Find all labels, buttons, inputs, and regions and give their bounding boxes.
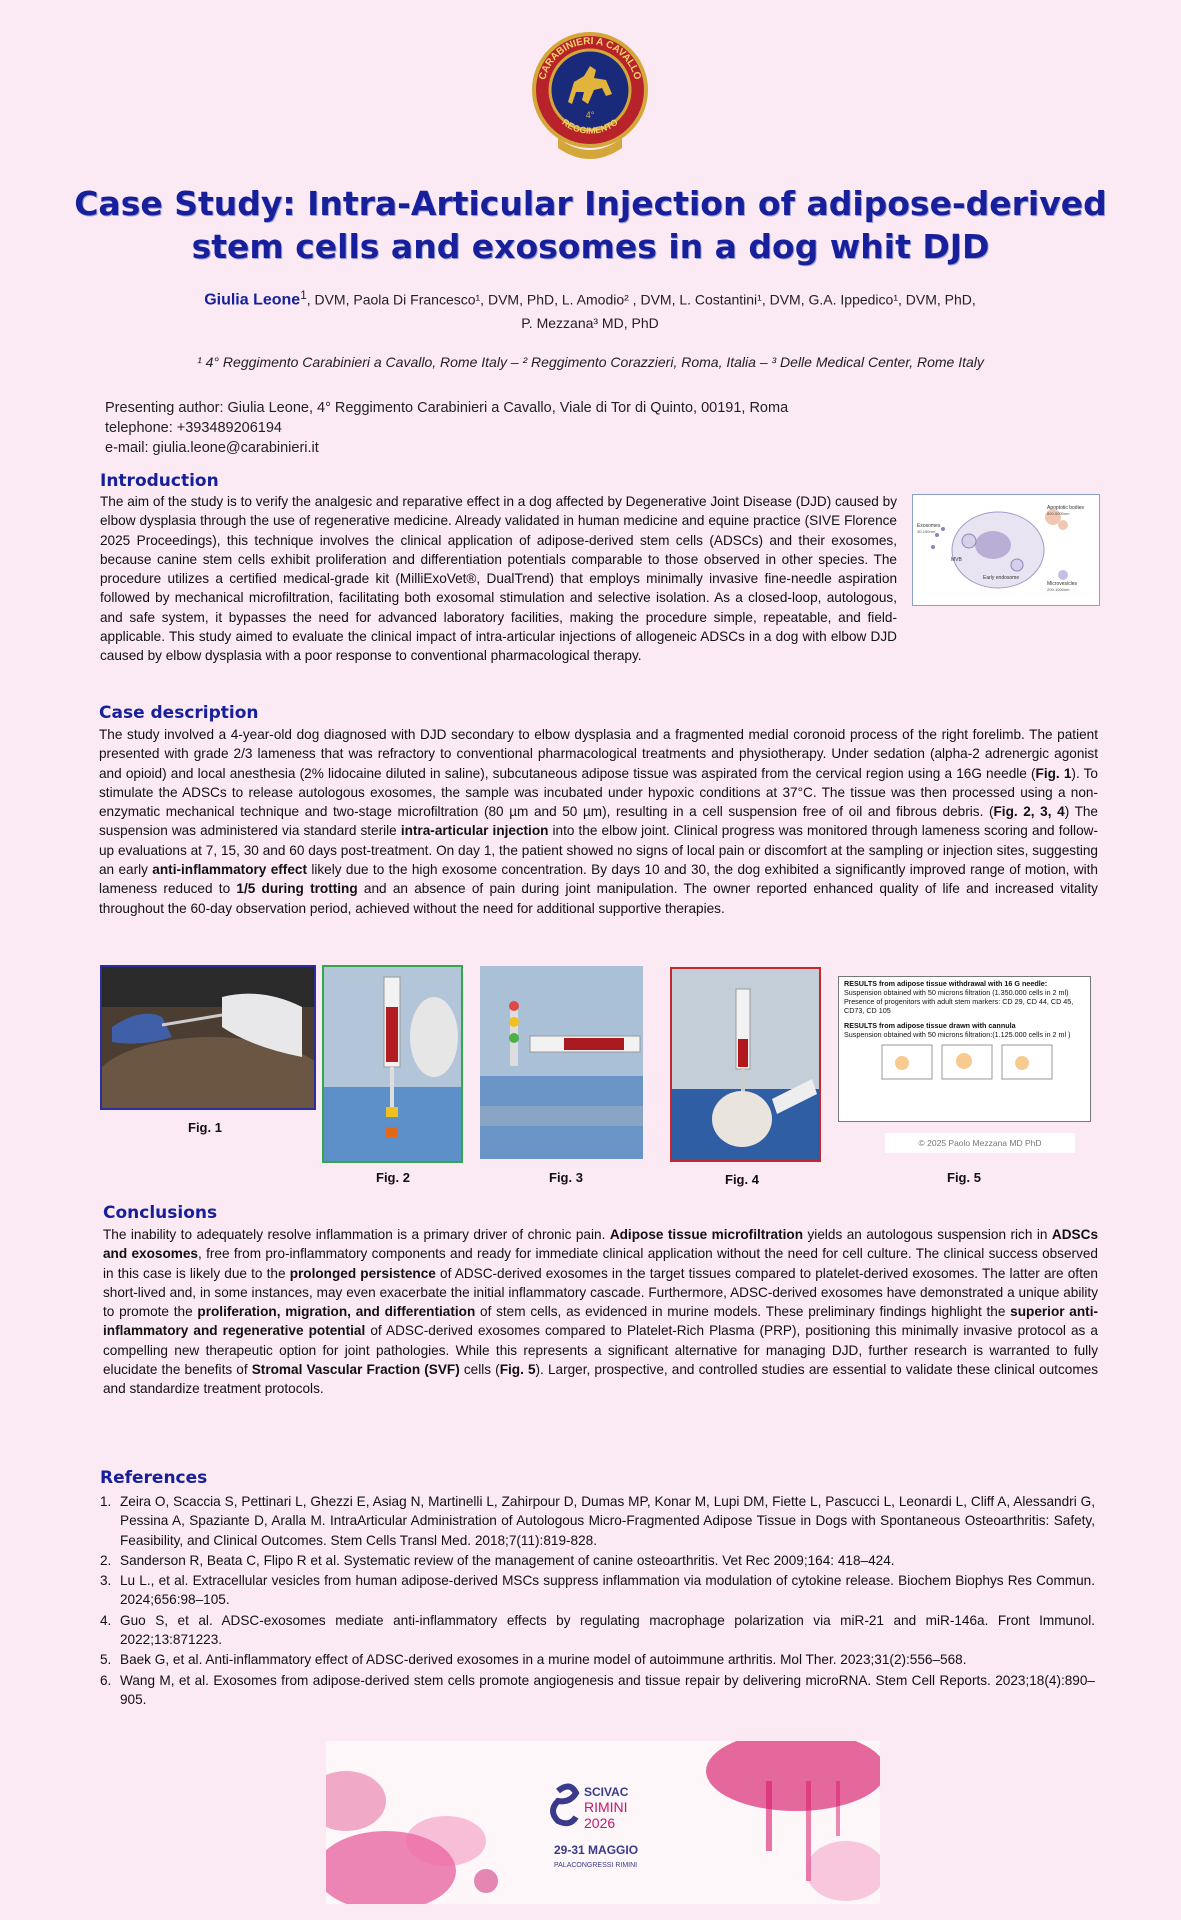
conclusions-bold: superior anti-inflammatory and regenerative potential [103, 1304, 1099, 1339]
conclusions-text-part: cells ( [459, 1362, 500, 1378]
reference-number: 3. [100, 1573, 112, 1589]
reference-text: Zeira O, Scaccia S, Pettinari L, Ghezzi E, Asiag N, Martinelli L, Zahirpour D, Dumas MP, Konar M, Lupi DM, Fiette L, Pascucci L, Leonardi L, Cliff A, Alessandri G, Pessina A, Spaziante D, Aralla M. IntraArticular Administration of Autologous Micro-Fragmented Adipose Tissue in Dogs with Spontaneous Osteoarthritis: Safety, Feasibility, and Clinical Outcomes. Stem Cells Transl Med. 2018;7(11):819-828. [120, 1494, 1095, 1548]
fig5-heading-2: RESULTS from adipose tissue drawn with cannula [844, 1021, 1016, 1030]
banner-city: RIMINI [584, 1799, 628, 1815]
conclusions-bold: ADSCs and exosomes [103, 1227, 1098, 1262]
conclusions-bold: Fig. 5 [499, 1362, 536, 1378]
fig5-line-1: Suspension obtained with 50 microns filtration (1.350.000 cells in 2 ml) [844, 988, 1069, 997]
author-list-line2: P. Mezzana³ MD, PhD [521, 314, 659, 331]
figure-4-caption: Fig. 4 [725, 1172, 759, 1187]
conclusions-text-part: The inability to adequately resolve inflammation is a primary driver of chronic pain. [103, 1227, 610, 1242]
figure-5-caption: Fig. 5 [947, 1170, 981, 1185]
reference-number: 4. [100, 1612, 112, 1628]
figure-1-caption: Fig. 1 [188, 1120, 222, 1135]
figure-2-caption: Fig. 2 [376, 1170, 410, 1185]
figure-3-caption: Fig. 3 [549, 1170, 583, 1185]
case-text-part: ). To stimulate the ADSCs to release autologous exosomes, the sample was incubated under hypoxic conditions at 37°C. The tissue was then processed using a non-enzymatic mechanical technique and two-stage microfiltration (80 µm and 50 µm), resulting in a cell suspension free of oil and fibrous debris. ( [99, 765, 1098, 820]
conclusions-text-part: ). Larger, prospective, and controlled studies are essential to validate these clinical outcomes and standardize treatment protocols. [103, 1362, 1098, 1397]
case-text-part: likely due to the high exosome concentration. By days 10 and 30, the dog exhibited a significantly improved range of motion, with lameness reduced to [99, 862, 1098, 897]
logo-number: 4° [585, 110, 595, 120]
diagram-label-exosomes: Exosomes [917, 523, 941, 529]
affiliations: ¹ 4° Reggimento Carabinieri a Cavallo, Rome Italy – ² Reggimento Corazzieri, Roma, Italia – ³ Delle Medical Center, Rome Italy [197, 354, 984, 370]
case-bold: Fig. 1 [1035, 765, 1072, 781]
references-list [100, 1492, 1095, 1710]
logo-text-top: CARABINIERI A CAVALLO [537, 35, 643, 82]
banner-year: 2026 [584, 1815, 616, 1831]
figure-4-photo [670, 967, 821, 1162]
congress-banner [326, 1741, 880, 1904]
lead-author-sup: 1 [300, 289, 307, 302]
figure-1-photo [100, 965, 316, 1110]
presenting-author: Presenting author: Giulia Leone, 4° Reggimento Carabinieri a Cavallo, Viale di Tor di Quinto, 00191, Roma [105, 400, 789, 416]
banner-brand: SCIVAC [584, 1785, 629, 1799]
conclusions-text-part: , free from pro-inflammatory components and ready for immediate clinical application without the need for cell culture. The clinical success observed in this case is likely due to the [103, 1246, 1098, 1281]
conclusions-heading: Conclusions [103, 1203, 218, 1223]
conclusions-text-part: of stem cells, as evidenced in murine models. These preliminary findings highlight the [475, 1304, 1011, 1320]
introduction-heading: Introduction [100, 471, 219, 491]
reference-item [100, 1650, 1095, 1669]
case-heading: Case description [99, 703, 259, 723]
case-text-part: ) The suspension was administered via standard sterile [99, 804, 1098, 839]
conclusions-text-part: of ADSC-derived exosomes compared to Platelet-Rich Plasma (PRP), positioning this minimally invasive protocol as a compelling new therapeutic option for joint pathologies. While this represents a significant alternative for managing DJD, further research is warranted to fully elucidate the benefits of [103, 1323, 1098, 1378]
figure-3-photo [480, 966, 643, 1159]
contact-block [105, 398, 1005, 458]
lead-author: Giulia Leone [204, 291, 301, 309]
reference-item [100, 1492, 1095, 1550]
banner-dates: 29-31 MAGGIO [554, 1843, 639, 1857]
diagram-label-apoptotic-size: 800-5000nm [1047, 511, 1070, 516]
conclusions-bold: Stromal Vascular Fraction (SVF) [251, 1362, 460, 1378]
case-bold: intra-articular injection [400, 823, 549, 839]
logo-text-bottom: REGGIMENTO [560, 116, 620, 136]
banner-venue: PALACONGRESSI RIMINI [554, 1862, 638, 1869]
diagram-label-microvesicles-size: 200-1000nm [1047, 587, 1070, 592]
diagram-label-mvb: MVB [951, 557, 962, 563]
case-bold: anti-inflammatory effect [152, 862, 307, 878]
conclusions-bold: prolonged persistence [289, 1265, 436, 1281]
reference-item [100, 1551, 1095, 1570]
conclusions-text-part: yields an autologous suspension rich in [803, 1227, 1052, 1242]
case-text-part: and an absence of pain during joint manipulation. The owner reported enhanced quality of life and increased vitality throughout the 60-day observation period, achieved without the need for additional supportive therapies. [99, 881, 1098, 916]
case-bold: Fig. 2, 3, 4 [993, 804, 1065, 820]
reference-text: Sanderson R, Beata C, Flipo R et al. Systematic review of the management of canine osteoarthritis. Vet Rec 2009;164: 418–424. [120, 1552, 895, 1568]
svg-text:REGGIMENTO [560, 117, 619, 136]
diagram-label-microvesicles: Microvesicles [1047, 581, 1078, 587]
author-list-line1: , DVM, Paola Di Francesco¹, DVM, PhD, L. Amodio² , DVM, L. Costantini¹, DVM, G.A. Ippedico¹, DVM, PhD, [306, 291, 976, 308]
reference-item [100, 1611, 1095, 1650]
figure-2-photo [322, 965, 463, 1163]
reference-item [100, 1571, 1095, 1610]
fig5-line-2: Presence of progenitors with adult stem markers: CD 29, CD 44, CD 45, CD73, CD 105 [844, 997, 1074, 1015]
reference-number: 6. [100, 1672, 112, 1688]
telephone: telephone: +393489206194 [105, 420, 282, 436]
conclusions-text [103, 1225, 1098, 1399]
reference-text: Wang M, et al. Exosomes from adipose-derived stem cells promote angiogenesis and tissue repair by delivering microRNA. Stem Cell Reports. 2023;18(4):890–905. [120, 1672, 1095, 1707]
exosome-diagram [912, 494, 1100, 606]
case-text-part: into the elbow joint. Clinical progress was monitored through lameness scoring and follow-up evaluations at 7, 15, 30 and 60 days post-treatment. On day 1, the patient showed no signs of local pain or discomfort at the sampling or injection sites, suggesting an early [99, 823, 1098, 878]
reference-number: 5. [100, 1652, 112, 1668]
diagram-label-exosomes-size: 30-150nm [917, 529, 936, 534]
conclusions-bold: Adipose tissue microfiltration [609, 1227, 804, 1242]
reference-text: Lu L., et al. Extracellular vesicles from human adipose-derived MSCs suppress inflammation via modulation of cytokine release. Biochem Biophys Res Commun. 2024;656:98–105. [120, 1573, 1095, 1608]
poster-title: Case Study: Intra-Articular Injection of adipose-derived stem cells and exosomes in a dog whit DJD [74, 184, 1107, 266]
figure-5-results [838, 976, 1091, 1122]
reference-item [100, 1671, 1095, 1710]
reference-text: Guo S, et al. ADSC-exosomes mediate anti-inflammatory effects by regulating macrophage polarization via miR-21 and miR-146a. Front Immunol. 2022;13:871223. [120, 1612, 1095, 1648]
reference-number: 2. [100, 1552, 112, 1568]
reference-text: Baek G, et al. Anti-inflammatory effect of ADSC-derived exosomes in a murine model of autoimmune arthritis. Mol Ther. 2023;31(2):556–568. [120, 1652, 967, 1668]
case-text-part: The study involved a 4-year-old dog diagnosed with DJD secondary to elbow dysplasia and a fragmented medial coronoid process of the right forelimb. The patient presented with grade 2/3 lameness that was refractory to conventional pharmacological treatments and physiotherapy. Under sedation (alpha-2 adrenergic agonist and opioid) and local anesthesia (2% lidocaine diluted in saline), subcutaneous adipose tissue was aspirated from the cervical region using a 16G needle ( [99, 727, 1098, 781]
conclusions-bold: proliferation, migration, and differentiation [197, 1304, 476, 1320]
conclusions-text-part: of ADSC-derived exosomes in the target tissues compared to platelet-derived exosomes. The latter are often short-lived and, in some instances, may even exacerbate the initial inflammatory cascade. Furthermore, ADSC-derived exosomes have demonstrated a unique ability to promote the [103, 1265, 1098, 1320]
diagram-label-apoptotic: Apoptotic bodies [1047, 505, 1084, 511]
fig5-heading-1: RESULTS from adipose tissue withdrawal with 16 G needle: [844, 979, 1048, 988]
case-text [99, 725, 1098, 918]
figure-5-credit: © 2025 Paolo Mezzana MD PhD [885, 1133, 1075, 1153]
author-list [140, 285, 1040, 334]
introduction-text: The aim of the study is to verify the analgesic and reparative effect in a dog affected by Degenerative Joint Disease (DJD) caused by elbow dysplasia through the use of regenerative medicine. Already validated in human medicine and equine practice (SIVE Florence 2025 Proceedings), this technique involves the clinical application of adipose-derived stem cells (ADSCs) and their exosomes, because canine stem cells exhibit proliferation and differentiation potentials comparable to those observed in other species. The procedure utilizes a certified medical-grade kit (MilliExoVet®, DualTrend) that employs minimally invasive fine-needle aspiration followed by mechanical microfiltration, facilitating both exosomal stimulation and selective isolation. As a closed-loop, autologous, and safe system, it bypasses the need for advanced laboratory facilities, making the procedure simple, repeatable, and field-applicable. This study aimed to evaluate the clinical impact of intra-articular injections of allogeneic ADSCs in a dog with elbow DJD caused by elbow dysplasia with a poor response to conventional pharmacological therapy. [100, 494, 897, 664]
svg-text:CARABINIERI A CAVALLO [537, 36, 643, 81]
fig5-line-3: Suspension obtained with 50 microns filtration:(1.125.000 cells in 2 ml ) [844, 1030, 1071, 1039]
logo-ring-text [530, 30, 651, 151]
references-heading: References [100, 1468, 208, 1488]
case-bold: 1/5 during trotting [236, 881, 358, 897]
diagram-label-endosome: Early endosome [983, 575, 1020, 581]
reference-number: 1. [100, 1494, 112, 1509]
email: e-mail: giulia.leone@carabinieri.it [105, 440, 319, 456]
